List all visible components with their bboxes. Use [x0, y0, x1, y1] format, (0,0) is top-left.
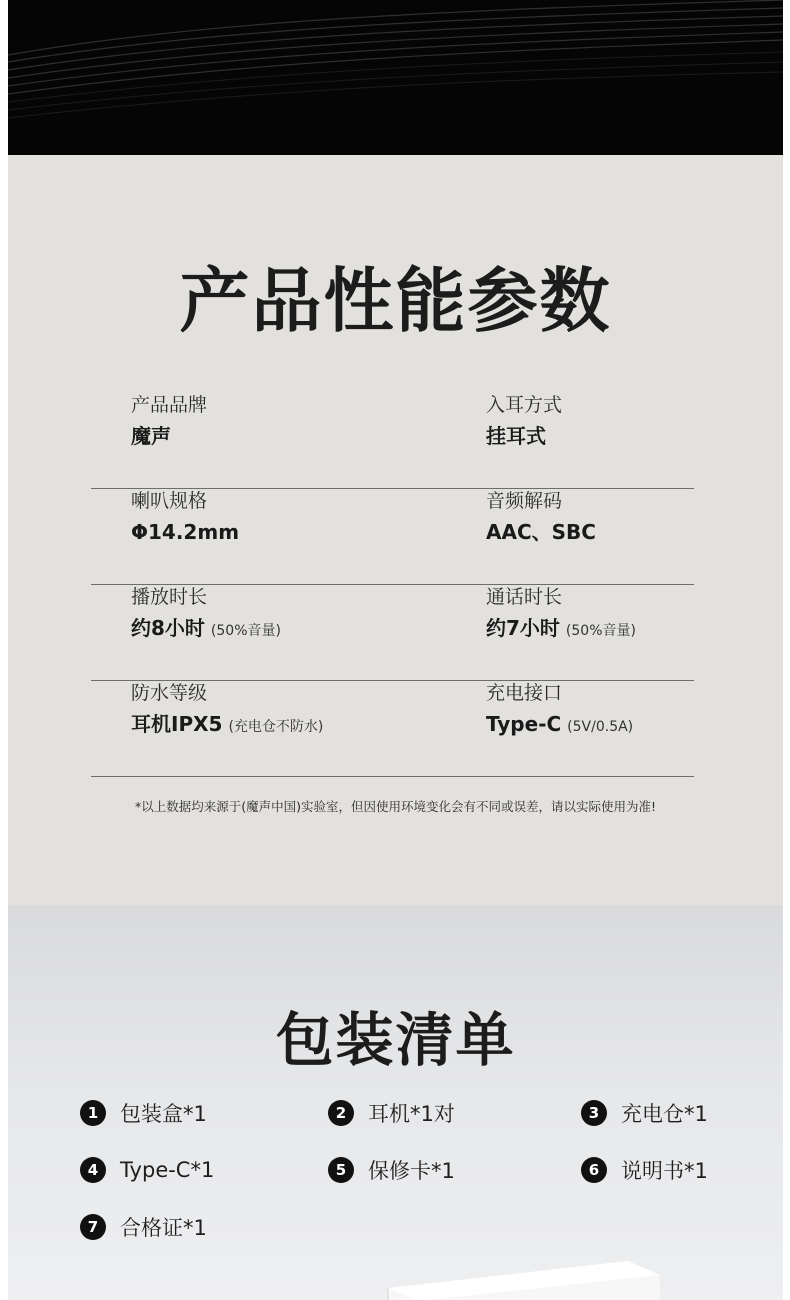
spec-item-charging-port — [486, 681, 633, 740]
number-badge-icon: 5 — [328, 1157, 354, 1183]
spec-value-text: 挂耳式 — [486, 424, 546, 448]
spec-value-text: 魔声 — [131, 424, 171, 448]
package-item-label: Type-C*1 — [120, 1158, 215, 1182]
spec-value-text: 约7小时 — [486, 616, 560, 640]
spec-item-calltime — [486, 585, 636, 644]
package-item — [80, 1098, 207, 1128]
package-item — [80, 1212, 207, 1242]
spec-value-text: 耳机IPX5 — [131, 712, 223, 736]
spec-item-codec — [486, 489, 596, 545]
spec-value-text: AAC、SBC — [486, 520, 596, 544]
hero-banner — [8, 0, 783, 155]
number-badge-icon: 3 — [581, 1100, 607, 1126]
spec-label: 喇叭规格 — [131, 490, 208, 512]
package-item — [328, 1155, 455, 1185]
spec-item-speaker — [131, 489, 239, 545]
specs-title: 产品性能参数 — [179, 260, 612, 342]
spec-label: 音频解码 — [486, 490, 563, 512]
package-item-label: 说明书*1 — [621, 1159, 708, 1183]
number-badge-icon: 7 — [80, 1214, 106, 1240]
package-item — [581, 1098, 708, 1128]
spec-value-text: Φ14.2mm — [131, 520, 240, 544]
spec-item-wear-style — [486, 393, 562, 449]
spec-label: 入耳方式 — [486, 394, 563, 416]
spec-label: 通话时长 — [486, 586, 563, 608]
spec-value — [131, 519, 239, 545]
spec-label: 产品品牌 — [131, 394, 208, 416]
package-item-label: 充电仓*1 — [621, 1102, 708, 1126]
hero-wave-lines — [8, 0, 783, 155]
package-item-label: 保修卡*1 — [368, 1159, 455, 1183]
spec-row — [91, 393, 694, 489]
spec-value-text: Type-C — [486, 712, 562, 736]
package-box-image — [378, 1253, 668, 1300]
number-badge-icon: 4 — [80, 1157, 106, 1183]
spec-note: (充电仓不防水) — [228, 719, 324, 735]
spec-label: 充电接口 — [486, 682, 563, 704]
spec-value — [131, 711, 323, 740]
package-item-label: 包装盒*1 — [120, 1102, 207, 1126]
spec-value — [131, 615, 281, 644]
number-badge-icon: 2 — [328, 1100, 354, 1126]
package-item-label: 耳机*1对 — [368, 1102, 455, 1126]
package-item-label: 合格证*1 — [120, 1216, 207, 1240]
spec-item-waterproof — [131, 681, 323, 740]
package-item — [80, 1155, 214, 1185]
spec-item-brand — [131, 393, 207, 449]
package-item — [328, 1098, 455, 1128]
spec-value — [486, 519, 596, 545]
number-badge-icon: 1 — [80, 1100, 106, 1126]
package-title: 包装清单 — [275, 1006, 516, 1074]
spec-note: (5V/0.5A) — [567, 719, 634, 735]
spec-value — [486, 423, 562, 449]
spec-note: (50%音量) — [210, 623, 281, 639]
specs-section — [8, 155, 783, 905]
package-item — [581, 1155, 708, 1185]
disclaimer-text: *以上数据均来源于(魔声中国)实验室，但因使用环境变化会有不同或误差，请以实际使用为准! — [134, 799, 657, 814]
number-badge-icon: 6 — [581, 1157, 607, 1183]
spec-note: (50%音量) — [565, 623, 636, 639]
spec-row — [91, 585, 694, 681]
spec-value-text: 约8小时 — [131, 616, 205, 640]
spec-item-playtime — [131, 585, 281, 644]
spec-label: 防水等级 — [131, 682, 208, 704]
spec-row — [91, 681, 694, 777]
spec-label: 播放时长 — [131, 586, 208, 608]
spec-value — [486, 711, 633, 740]
spec-value — [486, 615, 636, 644]
spec-value — [131, 423, 207, 449]
spec-row — [91, 489, 694, 585]
package-section — [8, 905, 783, 1300]
